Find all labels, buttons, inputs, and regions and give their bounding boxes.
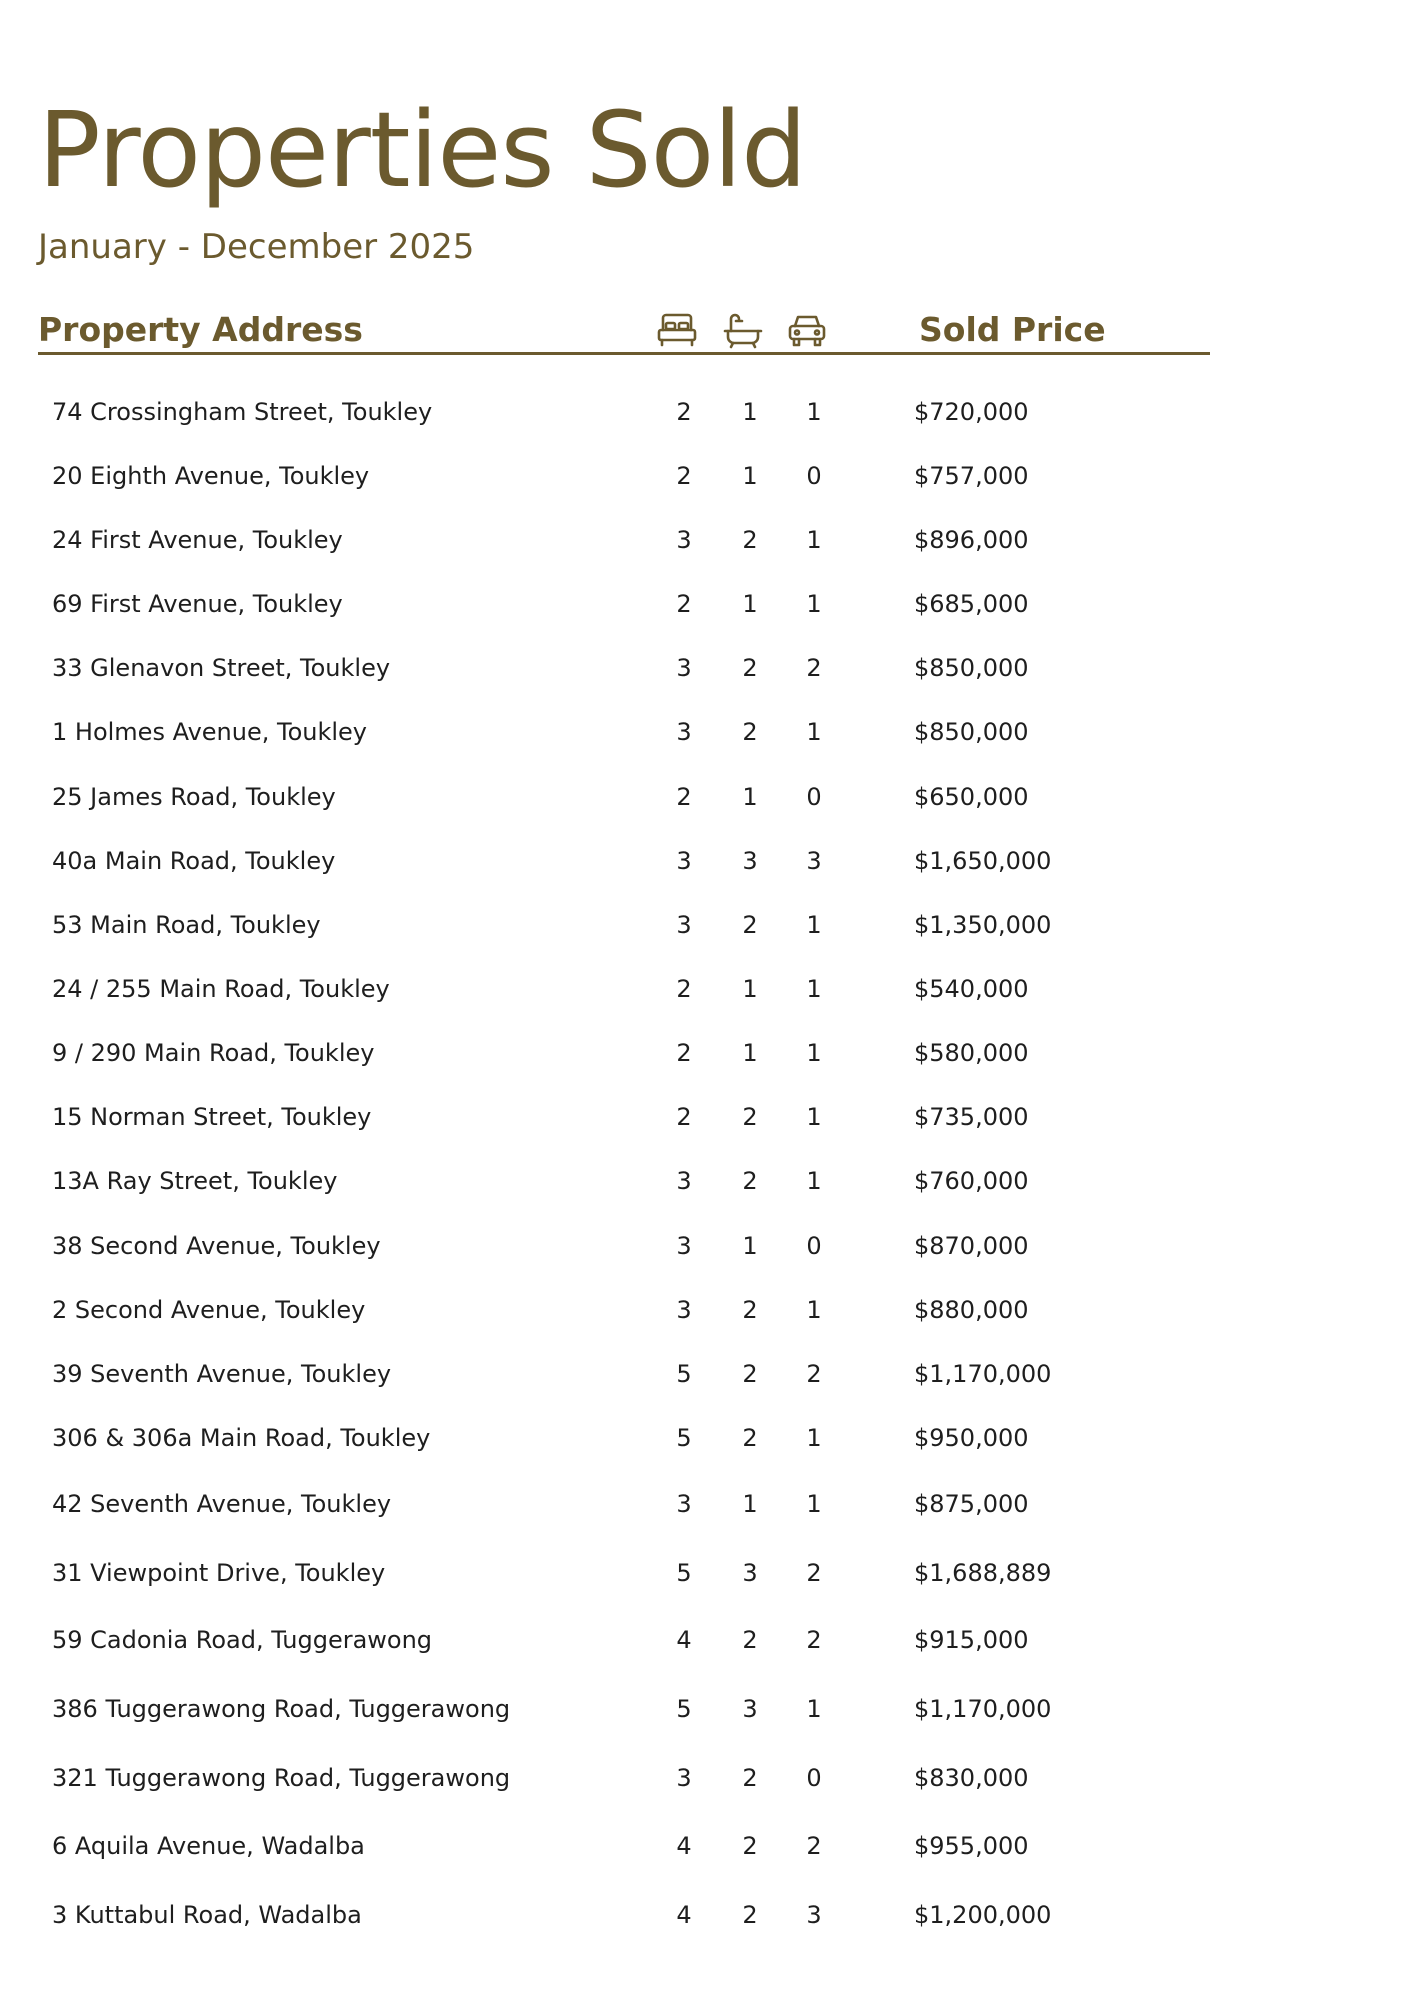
sold-price: $760,000 (914, 1167, 1029, 1195)
table-row (0, 841, 1414, 881)
bathrooms-count: 1 (742, 462, 758, 490)
page-title: Properties Sold (38, 89, 807, 211)
car-spaces-count: 0 (806, 462, 822, 490)
car-spaces-count: 2 (806, 1559, 822, 1587)
property-address: 24 First Avenue, Toukley (52, 526, 343, 554)
bathrooms-count: 1 (742, 1232, 758, 1260)
sold-price: $720,000 (914, 398, 1029, 426)
property-address: 3 Kuttabul Road, Wadalba (52, 1901, 362, 1929)
bedrooms-count: 3 (676, 1232, 692, 1260)
table-row (0, 392, 1414, 432)
bedrooms-count: 2 (676, 783, 692, 811)
bathrooms-count: 2 (742, 654, 758, 682)
bedrooms-count: 3 (676, 911, 692, 939)
property-address: 321 Tuggerawong Road, Tuggerawong (52, 1764, 511, 1792)
property-address: 386 Tuggerawong Road, Tuggerawong (52, 1695, 511, 1723)
sold-price: $735,000 (914, 1103, 1029, 1131)
car-spaces-count: 1 (806, 718, 822, 746)
bedrooms-count: 2 (676, 975, 692, 1003)
bathrooms-count: 2 (742, 911, 758, 939)
bathrooms-count: 2 (742, 718, 758, 746)
table-row (0, 1354, 1414, 1394)
car-spaces-count: 1 (806, 975, 822, 1003)
sold-price: $870,000 (914, 1232, 1029, 1260)
property-address: 40a Main Road, Toukley (52, 847, 336, 875)
car-spaces-count: 1 (806, 590, 822, 618)
table-row (0, 1826, 1414, 1866)
bathrooms-count: 2 (742, 1103, 758, 1131)
table-row (0, 1689, 1414, 1729)
table-row (0, 1097, 1414, 1137)
sold-price: $915,000 (914, 1626, 1029, 1654)
bedrooms-count: 4 (676, 1626, 692, 1654)
car-spaces-count: 2 (806, 1360, 822, 1388)
bathrooms-count: 3 (742, 1695, 758, 1723)
car-spaces-count: 1 (806, 1695, 822, 1723)
car-spaces-count: 3 (806, 847, 822, 875)
bedrooms-count: 3 (676, 1296, 692, 1324)
sold-price: $1,200,000 (914, 1901, 1052, 1929)
car-spaces-count: 0 (806, 1232, 822, 1260)
table-row (0, 648, 1414, 688)
property-address: 42 Seventh Avenue, Toukley (52, 1490, 392, 1518)
table-row (0, 712, 1414, 752)
bedrooms-count: 2 (676, 1103, 692, 1131)
bathrooms-count: 2 (742, 1360, 758, 1388)
bedrooms-count: 2 (676, 590, 692, 618)
sold-price: $757,000 (914, 462, 1029, 490)
bedrooms-count: 3 (676, 1167, 692, 1195)
car-spaces-count: 1 (806, 1490, 822, 1518)
table-row (0, 777, 1414, 817)
bedrooms-count: 3 (676, 654, 692, 682)
sold-price: $880,000 (914, 1296, 1029, 1324)
table-row (0, 1758, 1414, 1798)
table-row (0, 1895, 1414, 1935)
car-spaces-count: 1 (806, 1424, 822, 1452)
bathrooms-count: 2 (742, 1424, 758, 1452)
car-icon (785, 310, 829, 350)
bathrooms-count: 2 (742, 1296, 758, 1324)
table-header (38, 302, 1210, 355)
sold-price: $830,000 (914, 1764, 1029, 1792)
bathrooms-count: 1 (742, 398, 758, 426)
table-row (0, 1033, 1414, 1073)
bedrooms-count: 3 (676, 718, 692, 746)
table-row (0, 969, 1414, 1009)
bathrooms-count: 1 (742, 1039, 758, 1067)
car-spaces-count: 1 (806, 1167, 822, 1195)
bathrooms-count: 1 (742, 975, 758, 1003)
sold-price: $1,350,000 (914, 911, 1052, 939)
car-spaces-count: 2 (806, 1832, 822, 1860)
property-address: 306 & 306a Main Road, Toukley (52, 1424, 431, 1452)
table-row (0, 1161, 1414, 1201)
sold-price: $950,000 (914, 1424, 1029, 1452)
bathrooms-count: 2 (742, 1901, 758, 1929)
sold-price: $896,000 (914, 526, 1029, 554)
sold-price: $850,000 (914, 718, 1029, 746)
sold-price: $650,000 (914, 783, 1029, 811)
table-row (0, 520, 1414, 560)
bedrooms-count: 5 (676, 1360, 692, 1388)
table-row (0, 1418, 1414, 1458)
column-header-price: Sold Price (919, 310, 1106, 349)
bathrooms-count: 1 (742, 783, 758, 811)
table-row (0, 584, 1414, 624)
bathrooms-count: 2 (742, 1626, 758, 1654)
property-address: 69 First Avenue, Toukley (52, 590, 343, 618)
sold-price: $875,000 (914, 1490, 1029, 1518)
car-spaces-count: 0 (806, 1764, 822, 1792)
car-spaces-count: 1 (806, 911, 822, 939)
bedrooms-count: 5 (676, 1424, 692, 1452)
property-address: 24 / 255 Main Road, Toukley (52, 975, 390, 1003)
property-address: 38 Second Avenue, Toukley (52, 1232, 381, 1260)
bedrooms-count: 3 (676, 1764, 692, 1792)
car-spaces-count: 1 (806, 1296, 822, 1324)
table-row (0, 456, 1414, 496)
column-header-address: Property Address (38, 310, 363, 349)
sold-price: $955,000 (914, 1832, 1029, 1860)
bathrooms-count: 2 (742, 526, 758, 554)
property-address: 15 Norman Street, Toukley (52, 1103, 372, 1131)
bedrooms-count: 5 (676, 1695, 692, 1723)
table-row (0, 1553, 1414, 1593)
bathrooms-count: 2 (742, 1832, 758, 1860)
bedrooms-count: 2 (676, 398, 692, 426)
property-address: 9 / 290 Main Road, Toukley (52, 1039, 375, 1067)
table-row (0, 1620, 1414, 1660)
property-address: 31 Viewpoint Drive, Toukley (52, 1559, 386, 1587)
sold-price: $1,170,000 (914, 1360, 1052, 1388)
bedrooms-count: 4 (676, 1832, 692, 1860)
sold-price: $1,688,889 (914, 1559, 1052, 1587)
property-address: 74 Crossingham Street, Toukley (52, 398, 433, 426)
car-spaces-count: 3 (806, 1901, 822, 1929)
bedrooms-count: 3 (676, 526, 692, 554)
property-address: 53 Main Road, Toukley (52, 911, 321, 939)
property-address: 13A Ray Street, Toukley (52, 1167, 338, 1195)
bathrooms-count: 1 (742, 1490, 758, 1518)
property-address: 59 Cadonia Road, Tuggerawong (52, 1626, 433, 1654)
bedrooms-count: 3 (676, 847, 692, 875)
bathrooms-count: 1 (742, 590, 758, 618)
bed-icon (655, 310, 699, 350)
car-spaces-count: 1 (806, 398, 822, 426)
car-spaces-count: 2 (806, 1626, 822, 1654)
sold-price: $1,650,000 (914, 847, 1052, 875)
sold-price: $540,000 (914, 975, 1029, 1003)
bathrooms-count: 2 (742, 1167, 758, 1195)
bedrooms-count: 2 (676, 462, 692, 490)
car-spaces-count: 1 (806, 1103, 822, 1131)
table-row (0, 1226, 1414, 1266)
bathrooms-count: 3 (742, 847, 758, 875)
bedrooms-count: 4 (676, 1901, 692, 1929)
property-address: 1 Holmes Avenue, Toukley (52, 718, 368, 746)
table-row (0, 905, 1414, 945)
sold-price: $685,000 (914, 590, 1029, 618)
car-spaces-count: 0 (806, 783, 822, 811)
bathrooms-count: 2 (742, 1764, 758, 1792)
car-spaces-count: 1 (806, 526, 822, 554)
sold-price: $850,000 (914, 654, 1029, 682)
car-spaces-count: 1 (806, 1039, 822, 1067)
property-address: 20 Eighth Avenue, Toukley (52, 462, 370, 490)
sold-price: $580,000 (914, 1039, 1029, 1067)
property-address: 25 James Road, Toukley (52, 783, 336, 811)
table-row (0, 1484, 1414, 1524)
property-address: 2 Second Avenue, Toukley (52, 1296, 366, 1324)
bedrooms-count: 2 (676, 1039, 692, 1067)
bedrooms-count: 5 (676, 1559, 692, 1587)
property-address: 39 Seventh Avenue, Toukley (52, 1360, 392, 1388)
bedrooms-count: 3 (676, 1490, 692, 1518)
table-row (0, 1290, 1414, 1330)
car-spaces-count: 2 (806, 654, 822, 682)
page-subtitle: January - December 2025 (38, 227, 475, 267)
bath-icon (721, 310, 765, 350)
sold-price: $1,170,000 (914, 1695, 1052, 1723)
property-address: 33 Glenavon Street, Toukley (52, 654, 391, 682)
bathrooms-count: 3 (742, 1559, 758, 1587)
property-address: 6 Aquila Avenue, Wadalba (52, 1832, 365, 1860)
